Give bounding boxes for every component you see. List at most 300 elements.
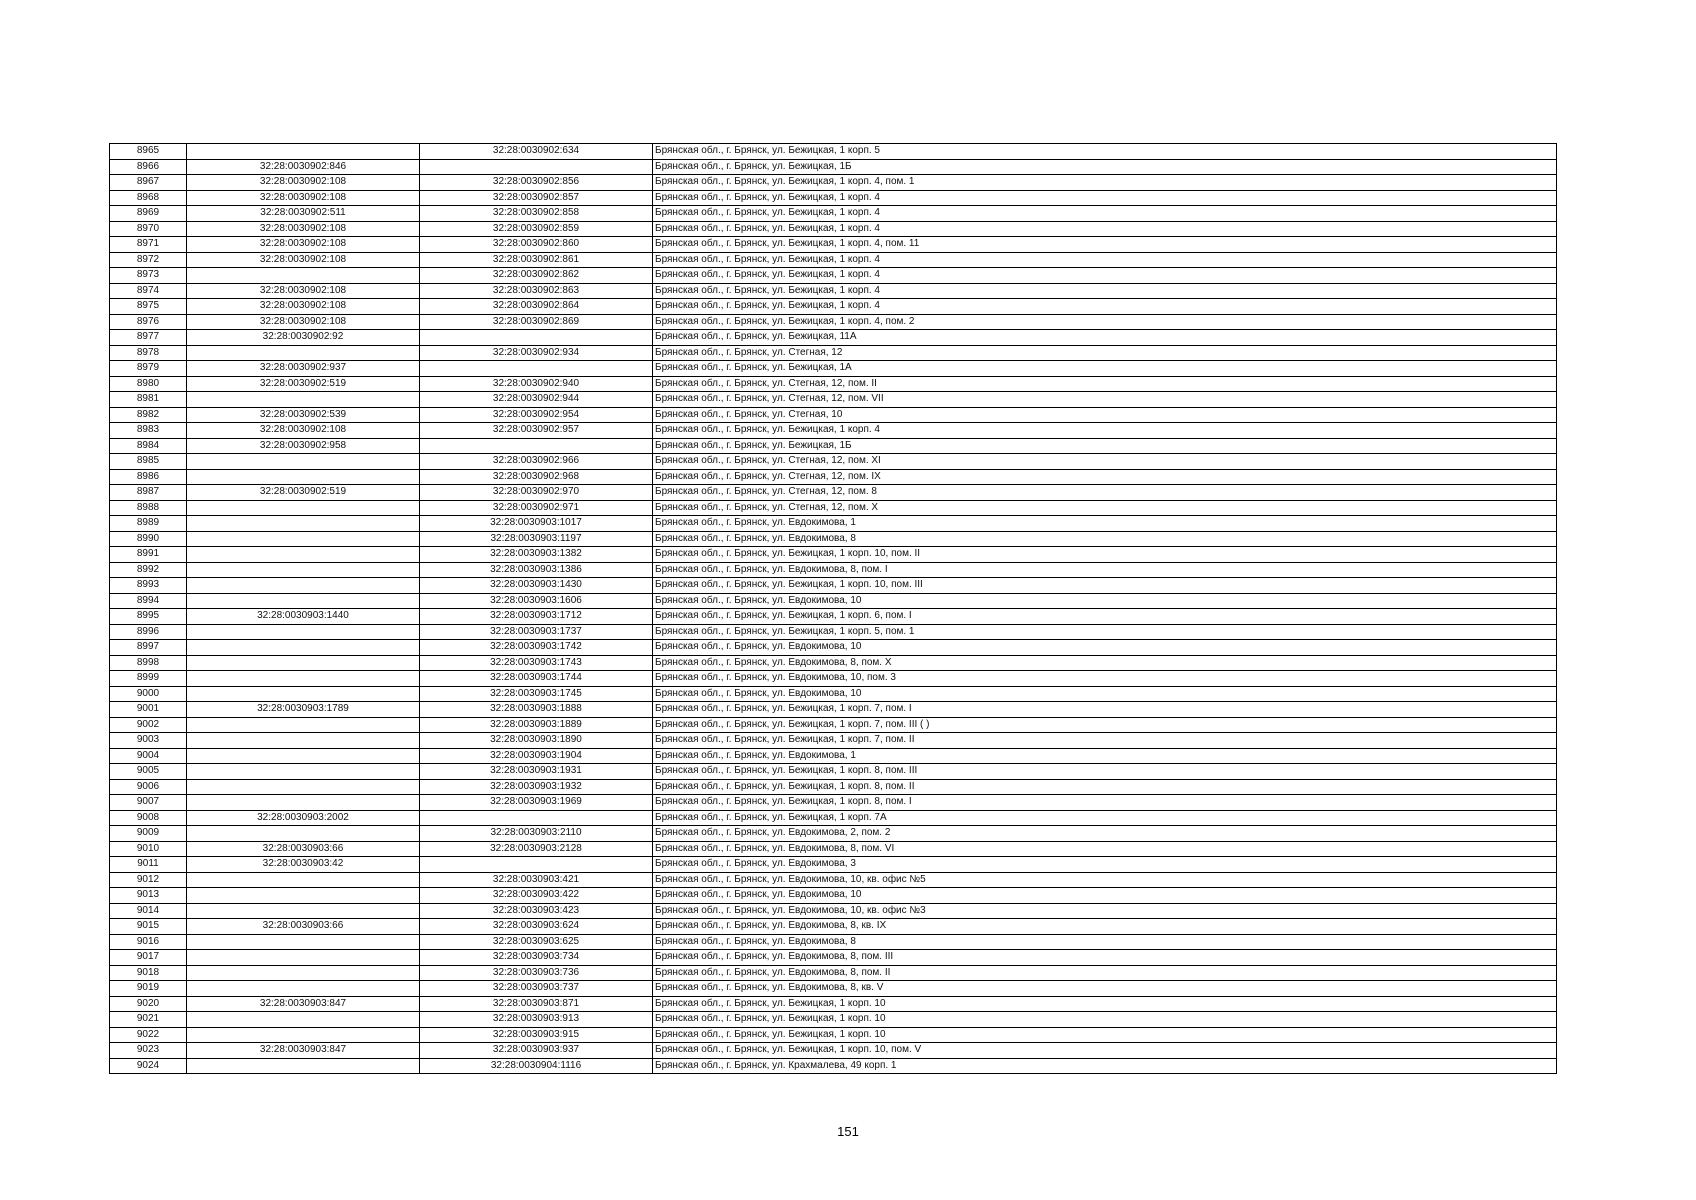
parent-cadastral-number-cell [187,454,420,470]
cadastral-number-cell: 32:28:0030902:861 [420,252,653,268]
address-cell: Брянская обл., г. Брянск, ул. Бежицкая, 1 корп. 8, пом. II [653,779,1557,795]
cadastral-number-cell: 32:28:0030902:858 [420,206,653,222]
cadastral-number-cell: 32:28:0030902:860 [420,237,653,253]
cadastral-number-cell [420,159,653,175]
row-number-cell: 8986 [110,469,187,485]
cadastral-number-cell: 32:28:0030903:1890 [420,733,653,749]
row-number-cell: 8989 [110,516,187,532]
row-number-cell: 8972 [110,252,187,268]
table-row [110,1043,1557,1059]
cadastral-number-cell: 32:28:0030903:915 [420,1027,653,1043]
table-row [110,903,1557,919]
parent-cadastral-number-cell [187,144,420,160]
address-cell: Брянская обл., г. Брянск, ул. Евдокимова, 10 [653,593,1557,609]
table-row [110,159,1557,175]
address-cell: Брянская обл., г. Брянск, ул. Стегная, 12, пом. X [653,500,1557,516]
parent-cadastral-number-cell [187,1027,420,1043]
address-cell: Брянская обл., г. Брянск, ул. Стегная, 12, пом. 8 [653,485,1557,501]
table-row [110,144,1557,160]
cadastral-number-cell: 32:28:0030903:913 [420,1012,653,1028]
row-number-cell: 8966 [110,159,187,175]
cadastral-number-cell: 32:28:0030903:1743 [420,655,653,671]
table-row [110,857,1557,873]
row-number-cell: 9021 [110,1012,187,1028]
row-number-cell: 8981 [110,392,187,408]
parent-cadastral-number-cell: 32:28:0030902:937 [187,361,420,377]
address-cell: Брянская обл., г. Брянск, ул. Бежицкая, 1Б [653,159,1557,175]
address-cell: Брянская обл., г. Брянск, ул. Евдокимова, 8 [653,934,1557,950]
cadastral-number-cell: 32:28:0030902:940 [420,376,653,392]
parent-cadastral-number-cell [187,888,420,904]
table-row [110,252,1557,268]
page-number: 151 [837,1124,859,1139]
cadastral-number-cell: 32:28:0030902:856 [420,175,653,191]
address-cell: Брянская обл., г. Брянск, ул. Бежицкая, 1 корп. 7, пом. III ( ) [653,717,1557,733]
parent-cadastral-number-cell [187,531,420,547]
table-row [110,888,1557,904]
parent-cadastral-number-cell [187,903,420,919]
table-row [110,578,1557,594]
parent-cadastral-number-cell [187,640,420,656]
address-cell: Брянская обл., г. Брянск, ул. Бежицкая, 1 корп. 4 [653,221,1557,237]
row-number-cell: 9019 [110,981,187,997]
table-row [110,376,1557,392]
address-cell: Брянская обл., г. Брянск, ул. Бежицкая, 1 корп. 8, пом. III [653,764,1557,780]
cadastral-number-cell: 32:28:0030903:1017 [420,516,653,532]
cadastral-number-cell: 32:28:0030902:634 [420,144,653,160]
row-number-cell: 9015 [110,919,187,935]
cadastral-number-cell: 32:28:0030902:970 [420,485,653,501]
parent-cadastral-number-cell [187,562,420,578]
row-number-cell: 8987 [110,485,187,501]
parent-cadastral-number-cell: 32:28:0030902:958 [187,438,420,454]
address-cell: Брянская обл., г. Брянск, ул. Евдокимова, 3 [653,857,1557,873]
row-number-cell: 8973 [110,268,187,284]
row-number-cell: 8997 [110,640,187,656]
row-number-cell: 9001 [110,702,187,718]
table-row [110,206,1557,222]
row-number-cell: 9020 [110,996,187,1012]
table-row [110,500,1557,516]
address-cell: Брянская обл., г. Брянск, ул. Бежицкая, 1 корп. 10 [653,1012,1557,1028]
cadastral-number-cell: 32:28:0030903:1197 [420,531,653,547]
table-row [110,826,1557,842]
address-cell: Брянская обл., г. Брянск, ул. Стегная, 12 [653,345,1557,361]
table-row [110,686,1557,702]
address-cell: Брянская обл., г. Брянск, ул. Евдокимова, 8, пом. VI [653,841,1557,857]
row-number-cell: 9010 [110,841,187,857]
row-number-cell: 8988 [110,500,187,516]
cadastral-number-cell: 32:28:0030903:1889 [420,717,653,733]
cadastral-number-cell [420,330,653,346]
address-cell: Брянская обл., г. Брянск, ул. Бежицкая, 1 корп. 4 [653,423,1557,439]
table-row [110,314,1557,330]
row-number-cell: 9008 [110,810,187,826]
parent-cadastral-number-cell [187,826,420,842]
table-row [110,423,1557,439]
row-number-cell: 8965 [110,144,187,160]
parent-cadastral-number-cell: 32:28:0030902:108 [187,190,420,206]
table-row [110,361,1557,377]
row-number-cell: 9014 [110,903,187,919]
address-cell: Брянская обл., г. Брянск, ул. Евдокимова, 8, кв. IX [653,919,1557,935]
cadastral-number-cell: 32:28:0030902:869 [420,314,653,330]
parent-cadastral-number-cell [187,965,420,981]
row-number-cell: 9017 [110,950,187,966]
row-number-cell: 8974 [110,283,187,299]
parent-cadastral-number-cell [187,516,420,532]
parent-cadastral-number-cell: 32:28:0030902:511 [187,206,420,222]
cadastral-number-cell: 32:28:0030902:944 [420,392,653,408]
address-cell: Брянская обл., г. Брянск, ул. Бежицкая, 11А [653,330,1557,346]
address-cell: Брянская обл., г. Брянск, ул. Бежицкая, 1 корп. 4 [653,206,1557,222]
parent-cadastral-number-cell: 32:28:0030902:92 [187,330,420,346]
table-row [110,547,1557,563]
table-row [110,1012,1557,1028]
cadastral-number-cell: 32:28:0030903:624 [420,919,653,935]
cadastral-number-cell [420,361,653,377]
address-cell: Брянская обл., г. Брянск, ул. Евдокимова, 2, пом. 2 [653,826,1557,842]
cadastral-number-cell: 32:28:0030903:422 [420,888,653,904]
cadastral-number-cell: 32:28:0030903:1931 [420,764,653,780]
cadastral-number-cell: 32:28:0030902:966 [420,454,653,470]
parent-cadastral-number-cell: 32:28:0030902:108 [187,299,420,315]
parent-cadastral-number-cell: 32:28:0030902:108 [187,314,420,330]
address-cell: Брянская обл., г. Брянск, ул. Евдокимова, 8 [653,531,1557,547]
parent-cadastral-number-cell [187,981,420,997]
address-cell: Брянская обл., г. Брянск, ул. Стегная, 12, пом. XI [653,454,1557,470]
row-number-cell: 8967 [110,175,187,191]
table-row [110,1058,1557,1074]
table-row [110,392,1557,408]
cadastral-number-cell: 32:28:0030903:423 [420,903,653,919]
parent-cadastral-number-cell: 32:28:0030903:847 [187,996,420,1012]
table-row [110,748,1557,764]
row-number-cell: 8993 [110,578,187,594]
address-cell: Брянская обл., г. Брянск, ул. Евдокимова, 1 [653,748,1557,764]
table-row [110,810,1557,826]
parent-cadastral-number-cell: 32:28:0030902:108 [187,237,420,253]
table-row [110,237,1557,253]
address-cell: Брянская обл., г. Брянск, ул. Евдокимова, 10, пом. 3 [653,671,1557,687]
table-row [110,531,1557,547]
row-number-cell: 9024 [110,1058,187,1074]
parent-cadastral-number-cell: 32:28:0030903:66 [187,919,420,935]
table-row [110,516,1557,532]
table-row [110,950,1557,966]
row-number-cell: 9009 [110,826,187,842]
table-row [110,702,1557,718]
cadastral-number-cell [420,857,653,873]
address-cell: Брянская обл., г. Брянск, ул. Бежицкая, 1 корп. 4 [653,283,1557,299]
cadastral-number-cell: 32:28:0030903:421 [420,872,653,888]
row-number-cell: 8975 [110,299,187,315]
cadastral-number-cell: 32:28:0030903:1386 [420,562,653,578]
row-number-cell: 8996 [110,624,187,640]
parent-cadastral-number-cell [187,345,420,361]
address-cell: Брянская обл., г. Брянск, ул. Евдокимова, 10 [653,888,1557,904]
row-number-cell: 9005 [110,764,187,780]
table-row [110,562,1557,578]
address-cell: Брянская обл., г. Брянск, ул. Бежицкая, 1 корп. 7, пом. I [653,702,1557,718]
parent-cadastral-number-cell [187,934,420,950]
cadastral-number-cell: 32:28:0030903:1430 [420,578,653,594]
row-number-cell: 8985 [110,454,187,470]
parent-cadastral-number-cell: 32:28:0030902:108 [187,221,420,237]
address-cell: Брянская обл., г. Брянск, ул. Бежицкая, 1 корп. 10 [653,1027,1557,1043]
parent-cadastral-number-cell [187,392,420,408]
parent-cadastral-number-cell [187,578,420,594]
parent-cadastral-number-cell [187,748,420,764]
address-cell: Брянская обл., г. Брянск, ул. Бежицкая, 1 корп. 4, пом. 11 [653,237,1557,253]
row-number-cell: 8994 [110,593,187,609]
row-number-cell: 8978 [110,345,187,361]
parent-cadastral-number-cell [187,671,420,687]
address-cell: Брянская обл., г. Брянск, ул. Стегная, 10 [653,407,1557,423]
row-number-cell: 8982 [110,407,187,423]
cadastral-number-cell: 32:28:0030902:859 [420,221,653,237]
address-cell: Брянская обл., г. Брянск, ул. Стегная, 12, пом. IX [653,469,1557,485]
cadastral-number-cell: 32:28:0030904:1116 [420,1058,653,1074]
table-row [110,872,1557,888]
table-row [110,609,1557,625]
table-row [110,221,1557,237]
address-cell: Брянская обл., г. Брянск, ул. Бежицкая, 1 корп. 4 [653,190,1557,206]
table-row [110,469,1557,485]
parent-cadastral-number-cell: 32:28:0030902:108 [187,175,420,191]
cadastral-number-cell: 32:28:0030903:1712 [420,609,653,625]
parent-cadastral-number-cell [187,950,420,966]
cadastral-number-cell: 32:28:0030903:736 [420,965,653,981]
address-cell: Брянская обл., г. Брянск, ул. Стегная, 12, пом. II [653,376,1557,392]
table-row [110,485,1557,501]
cadastral-registry-table [109,143,1557,1074]
cadastral-number-cell: 32:28:0030902:957 [420,423,653,439]
row-number-cell: 8995 [110,609,187,625]
cadastral-number-cell [420,438,653,454]
cadastral-number-cell: 32:28:0030903:1382 [420,547,653,563]
row-number-cell: 9000 [110,686,187,702]
parent-cadastral-number-cell: 32:28:0030902:539 [187,407,420,423]
parent-cadastral-number-cell [187,764,420,780]
table-row [110,965,1557,981]
parent-cadastral-number-cell [187,268,420,284]
address-cell: Брянская обл., г. Брянск, ул. Стегная, 12, пом. VII [653,392,1557,408]
address-cell: Брянская обл., г. Брянск, ул. Бежицкая, 1 корп. 10, пом. V [653,1043,1557,1059]
address-cell: Брянская обл., г. Брянск, ул. Бежицкая, 1 корп. 7А [653,810,1557,826]
row-number-cell: 9002 [110,717,187,733]
address-cell: Брянская обл., г. Брянск, ул. Бежицкая, 1 корп. 10, пом. III [653,578,1557,594]
address-cell: Брянская обл., г. Брянск, ул. Евдокимова, 10 [653,640,1557,656]
address-cell: Брянская обл., г. Брянск, ул. Евдокимова, 10 [653,686,1557,702]
parent-cadastral-number-cell [187,1058,420,1074]
row-number-cell: 8990 [110,531,187,547]
row-number-cell: 8976 [110,314,187,330]
cadastral-number-cell: 32:28:0030903:1606 [420,593,653,609]
row-number-cell: 9016 [110,934,187,950]
row-number-cell: 9011 [110,857,187,873]
table-row [110,671,1557,687]
parent-cadastral-number-cell: 32:28:0030903:847 [187,1043,420,1059]
cadastral-number-cell [420,810,653,826]
row-number-cell: 9003 [110,733,187,749]
table-row [110,283,1557,299]
address-cell: Брянская обл., г. Брянск, ул. Евдокимова, 8, пом. III [653,950,1557,966]
row-number-cell: 8984 [110,438,187,454]
parent-cadastral-number-cell: 32:28:0030902:519 [187,376,420,392]
cadastral-number-cell: 32:28:0030902:954 [420,407,653,423]
address-cell: Брянская обл., г. Брянск, ул. Бежицкая, 1 корп. 4 [653,299,1557,315]
row-number-cell: 8971 [110,237,187,253]
address-cell: Брянская обл., г. Брянск, ул. Бежицкая, 1 корп. 5, пом. 1 [653,624,1557,640]
address-cell: Брянская обл., г. Брянск, ул. Евдокимова, 10, кв. офис №3 [653,903,1557,919]
row-number-cell: 8992 [110,562,187,578]
row-number-cell: 8980 [110,376,187,392]
table-row [110,733,1557,749]
address-cell: Брянская обл., г. Брянск, ул. Бежицкая, 1 корп. 4, пом. 1 [653,175,1557,191]
parent-cadastral-number-cell [187,1012,420,1028]
cadastral-number-cell: 32:28:0030903:625 [420,934,653,950]
table-row [110,764,1557,780]
table-row [110,934,1557,950]
table-row [110,407,1557,423]
table-row [110,717,1557,733]
parent-cadastral-number-cell [187,717,420,733]
cadastral-number-cell: 32:28:0030903:1744 [420,671,653,687]
parent-cadastral-number-cell: 32:28:0030903:1440 [187,609,420,625]
table-row [110,841,1557,857]
table-row [110,655,1557,671]
cadastral-number-cell: 32:28:0030902:971 [420,500,653,516]
parent-cadastral-number-cell: 32:28:0030902:108 [187,423,420,439]
row-number-cell: 9013 [110,888,187,904]
cadastral-number-cell: 32:28:0030903:1742 [420,640,653,656]
cadastral-number-cell: 32:28:0030903:1969 [420,795,653,811]
parent-cadastral-number-cell [187,655,420,671]
address-cell: Брянская обл., г. Брянск, ул. Бежицкая, 1 корп. 10, пом. II [653,547,1557,563]
address-cell: Брянская обл., г. Брянск, ул. Бежицкая, 1А [653,361,1557,377]
table-row [110,919,1557,935]
row-number-cell: 9018 [110,965,187,981]
row-number-cell: 9022 [110,1027,187,1043]
cadastral-number-cell: 32:28:0030902:864 [420,299,653,315]
table-row [110,640,1557,656]
address-cell: Брянская обл., г. Брянск, ул. Бежицкая, 1 корп. 5 [653,144,1557,160]
table-row [110,624,1557,640]
parent-cadastral-number-cell [187,872,420,888]
parent-cadastral-number-cell [187,593,420,609]
cadastral-number-cell: 32:28:0030903:734 [420,950,653,966]
address-cell: Брянская обл., г. Брянск, ул. Бежицкая, 1 корп. 4, пом. 2 [653,314,1557,330]
row-number-cell: 8991 [110,547,187,563]
row-number-cell: 9012 [110,872,187,888]
parent-cadastral-number-cell [187,500,420,516]
table-row [110,330,1557,346]
cadastral-number-cell: 32:28:0030902:862 [420,268,653,284]
table-row [110,981,1557,997]
address-cell: Брянская обл., г. Брянск, ул. Бежицкая, 1 корп. 10 [653,996,1557,1012]
cadastral-number-cell: 32:28:0030903:871 [420,996,653,1012]
table-row [110,593,1557,609]
parent-cadastral-number-cell [187,779,420,795]
address-cell: Брянская обл., г. Брянск, ул. Бежицкая, 1Б [653,438,1557,454]
parent-cadastral-number-cell: 32:28:0030902:846 [187,159,420,175]
address-cell: Брянская обл., г. Брянск, ул. Бежицкая, 1 корп. 8, пом. I [653,795,1557,811]
row-number-cell: 8968 [110,190,187,206]
cadastral-number-cell: 32:28:0030903:937 [420,1043,653,1059]
address-cell: Брянская обл., г. Брянск, ул. Крахмалева, 49 корп. 1 [653,1058,1557,1074]
address-cell: Брянская обл., г. Брянск, ул. Бежицкая, 1 корп. 6, пом. I [653,609,1557,625]
address-cell: Брянская обл., г. Брянск, ул. Евдокимова, 1 [653,516,1557,532]
address-cell: Брянская обл., г. Брянск, ул. Бежицкая, 1 корп. 4 [653,268,1557,284]
parent-cadastral-number-cell: 32:28:0030903:42 [187,857,420,873]
row-number-cell: 8970 [110,221,187,237]
parent-cadastral-number-cell [187,686,420,702]
table-row [110,190,1557,206]
cadastral-number-cell: 32:28:0030903:2128 [420,841,653,857]
table-row [110,996,1557,1012]
address-cell: Брянская обл., г. Брянск, ул. Бежицкая, 1 корп. 4 [653,252,1557,268]
parent-cadastral-number-cell: 32:28:0030903:2002 [187,810,420,826]
parent-cadastral-number-cell [187,624,420,640]
parent-cadastral-number-cell: 32:28:0030902:519 [187,485,420,501]
row-number-cell: 9007 [110,795,187,811]
address-cell: Брянская обл., г. Брянск, ул. Евдокимова, 8, пом. II [653,965,1557,981]
row-number-cell: 8979 [110,361,187,377]
registry-table-body [110,144,1557,1074]
cadastral-number-cell: 32:28:0030903:1932 [420,779,653,795]
row-number-cell: 9004 [110,748,187,764]
table-row [110,795,1557,811]
table-row [110,268,1557,284]
row-number-cell: 8983 [110,423,187,439]
cadastral-number-cell: 32:28:0030903:1904 [420,748,653,764]
parent-cadastral-number-cell: 32:28:0030903:1789 [187,702,420,718]
cadastral-number-cell: 32:28:0030902:857 [420,190,653,206]
table-row [110,438,1557,454]
row-number-cell: 9006 [110,779,187,795]
row-number-cell: 9023 [110,1043,187,1059]
cadastral-number-cell: 32:28:0030903:1745 [420,686,653,702]
address-cell: Брянская обл., г. Брянск, ул. Бежицкая, 1 корп. 7, пом. II [653,733,1557,749]
cadastral-number-cell: 32:28:0030903:1737 [420,624,653,640]
parent-cadastral-number-cell [187,795,420,811]
address-cell: Брянская обл., г. Брянск, ул. Евдокимова, 10, кв. офис №5 [653,872,1557,888]
parent-cadastral-number-cell [187,469,420,485]
table-row [110,454,1557,470]
address-cell: Брянская обл., г. Брянск, ул. Евдокимова, 8, пом. I [653,562,1557,578]
cadastral-number-cell: 32:28:0030902:968 [420,469,653,485]
cadastral-number-cell: 32:28:0030902:863 [420,283,653,299]
address-cell: Брянская обл., г. Брянск, ул. Евдокимова, 8, пом. X [653,655,1557,671]
row-number-cell: 8999 [110,671,187,687]
row-number-cell: 8969 [110,206,187,222]
cadastral-number-cell: 32:28:0030903:1888 [420,702,653,718]
parent-cadastral-number-cell [187,547,420,563]
parent-cadastral-number-cell: 32:28:0030903:66 [187,841,420,857]
table-row [110,1027,1557,1043]
table-row [110,779,1557,795]
row-number-cell: 8977 [110,330,187,346]
parent-cadastral-number-cell [187,733,420,749]
parent-cadastral-number-cell: 32:28:0030902:108 [187,283,420,299]
table-row [110,299,1557,315]
parent-cadastral-number-cell: 32:28:0030902:108 [187,252,420,268]
address-cell: Брянская обл., г. Брянск, ул. Евдокимова, 8, кв. V [653,981,1557,997]
cadastral-number-cell: 32:28:0030903:737 [420,981,653,997]
row-number-cell: 8998 [110,655,187,671]
table-row [110,345,1557,361]
